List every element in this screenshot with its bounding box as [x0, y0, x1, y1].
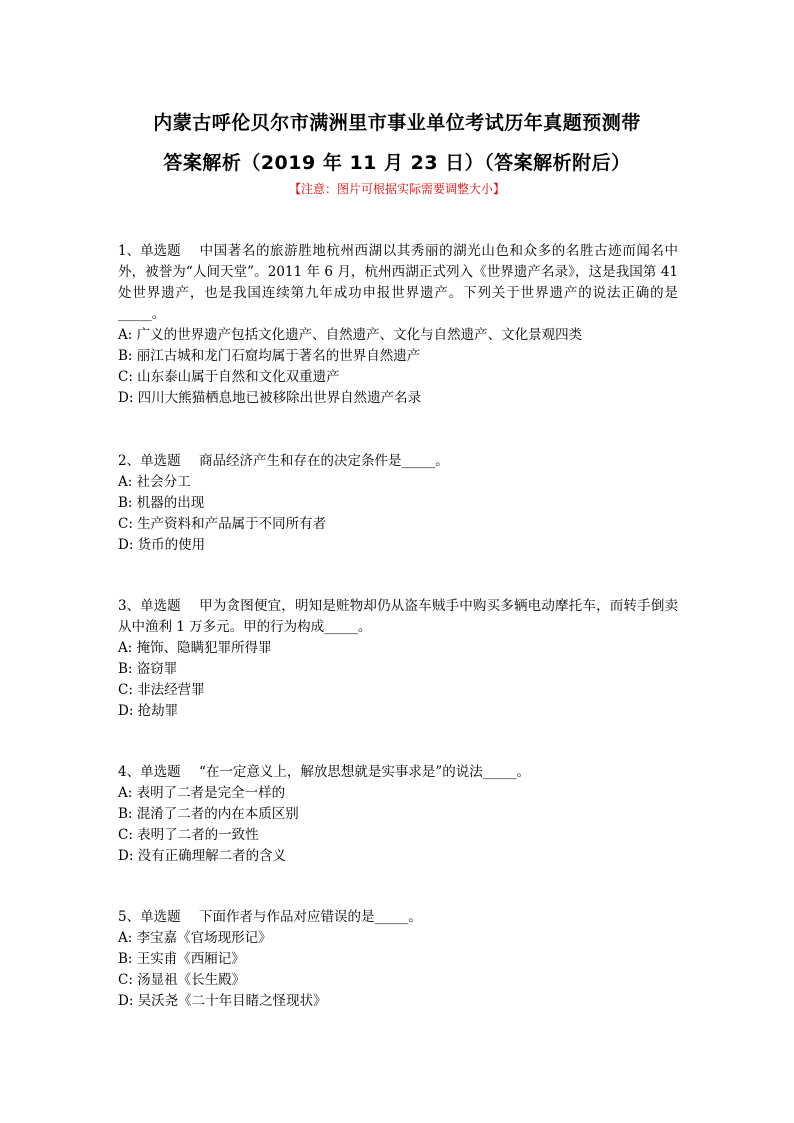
question-text: 中国著名的旅游胜地杭州西湖以其秀丽的湖光山色和众多的名胜古迹而闻名中外，被誉为“人间天堂”。2011 年 6 月，杭州西湖正式列入《世界遗产名录》，这是我国第 41 处世界遗产，也是我国连续第九年成功申报世界遗产。下列关于世界遗产的说法正确的是_____。 — [118, 243, 678, 322]
question-stem — [118, 241, 678, 325]
question-stem — [118, 762, 678, 783]
image-resize-note: 【注意：图片可根据实际需要调整大小】 — [288, 182, 505, 196]
option-d: D: 抢劫罪 — [118, 703, 179, 719]
question-5 — [118, 907, 678, 1012]
question-stem — [118, 907, 678, 928]
option-a: A: 表明了二者是完全一样的 — [118, 785, 286, 801]
option-b: B: 机器的出现 — [118, 495, 205, 511]
question-text: “在一定意义上，解放思想就是实事求是”的说法_____。 — [199, 764, 531, 780]
question-3 — [118, 596, 678, 722]
option-a: A: 社会分工 — [118, 474, 191, 490]
option-a: A: 李宝嘉《官场现形记》 — [118, 930, 272, 946]
question-number: 3、单选题 — [118, 598, 181, 614]
question-text: 下面作者与作品对应错误的是_____。 — [199, 909, 422, 925]
option-c: C: 生产资料和产品属于不同所有者 — [118, 516, 327, 532]
option-c: C: 非法经营罪 — [118, 682, 205, 698]
question-number: 4、单选题 — [118, 764, 181, 780]
option-d: D: 吴沃尧《二十年目睹之怪现状》 — [118, 993, 327, 1009]
document-title-line1: 内蒙古呼伦贝尔市满洲里市事业单位考试历年真题预测带 — [153, 112, 641, 134]
option-c: C: 山东泰山属于自然和文化双重遗产 — [118, 369, 340, 385]
question-stem — [118, 451, 678, 472]
option-b: B: 王实甫《西厢记》 — [118, 951, 245, 967]
option-c: C: 汤显祖《长生殿》 — [118, 972, 246, 988]
option-d: D: 没有正确理解二者的含义 — [118, 848, 287, 864]
question-text: 商品经济产生和存在的决定条件是_____。 — [199, 453, 449, 469]
question-number: 2、单选题 — [118, 453, 181, 469]
option-c: C: 表明了二者的一致性 — [118, 827, 259, 843]
question-number: 1、单选题 — [118, 243, 181, 259]
question-number: 5、单选题 — [118, 909, 181, 925]
option-a: A: 掩饰、隐瞒犯罪所得罪 — [118, 640, 272, 656]
question-1 — [118, 241, 678, 409]
option-d: D: 货币的使用 — [118, 537, 206, 553]
question-stem — [118, 596, 678, 638]
option-b: B: 盗窃罪 — [118, 661, 178, 677]
question-4 — [118, 762, 678, 867]
question-2 — [118, 451, 678, 556]
option-b: B: 丽江古城和龙门石窟均属于著名的世界自然遗产 — [118, 348, 421, 364]
option-d: D: 四川大熊猫栖息地已被移除出世界自然遗产名录 — [118, 390, 422, 406]
option-b: B: 混淆了二者的内在本质区别 — [118, 806, 299, 822]
option-a: A: 广义的世界遗产包括文化遗产、自然遗产、文化与自然遗产、文化景观四类 — [118, 327, 583, 343]
question-text: 甲为贪图便宜，明知是赃物却仍从盗车贼手中购买多辆电动摩托车，而转手倒卖从中渔利 1 万多元。甲的行为构成_____。 — [118, 598, 678, 635]
document-title-line2: 答案解析（2019 年 11 月 23 日）（答案解析附后） — [163, 152, 631, 174]
